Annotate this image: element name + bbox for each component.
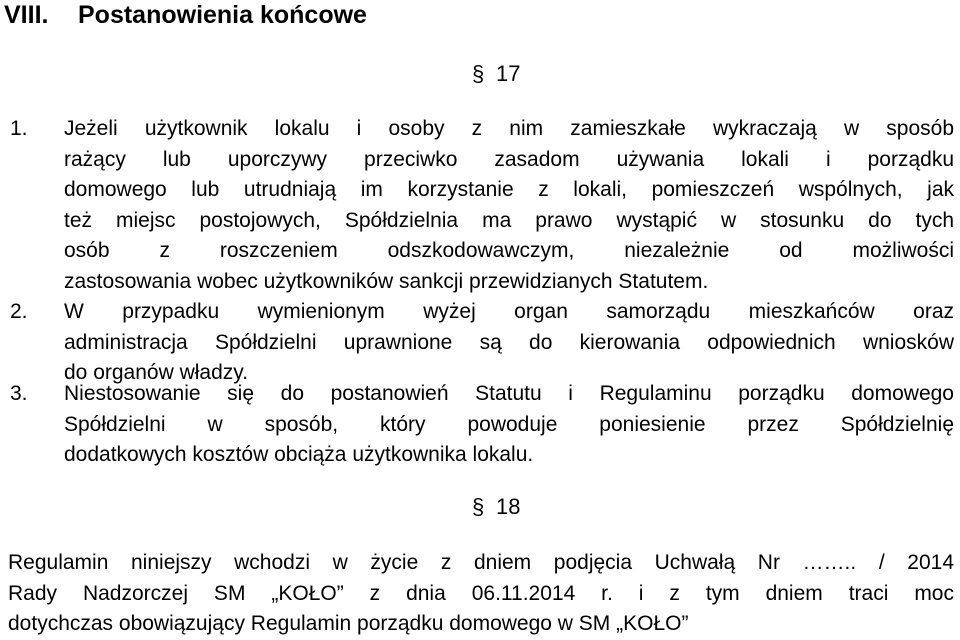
section-number: VIII. xyxy=(4,1,49,29)
text-line: do organów władzy. xyxy=(64,361,249,384)
text-line: osób z roszczeniem odszkodowawczym, niezależnie od możliwości xyxy=(64,239,954,262)
item-text xyxy=(64,297,954,389)
item-number: 3. xyxy=(10,382,28,405)
paragraph-symbol: § xyxy=(472,494,485,519)
text-line: Regulamin niniejszy wchodzi w życie z dniem podjęcia Uchwałą Nr …….. / 2014 xyxy=(8,551,954,574)
text-line: W przypadku wymienionym wyżej organ samorządu mieszkańców oraz xyxy=(64,300,954,323)
section-heading xyxy=(4,0,367,30)
item-text xyxy=(64,114,954,297)
text-line: Rady Nadzorczej SM „KOŁO” z dnia 06.11.2014 r. i z tym dniem traci moc xyxy=(8,581,954,605)
item-number: 2. xyxy=(10,300,28,323)
paragraph-18-text xyxy=(8,548,954,640)
text-line: Niestosowanie się do postanowień Statutu i Regulaminu porządku domowego xyxy=(64,382,954,405)
paragraph-17-mark xyxy=(472,60,520,88)
text-line: dotychczas obowiązujący Regulamin porządku domowego w SM „KOŁO” xyxy=(8,612,689,635)
text-line: dodatkowych kosztów obciąża użytkownika lokalu. xyxy=(64,443,534,466)
paragraph-17-item-2 xyxy=(10,297,954,389)
paragraph-18-mark xyxy=(472,493,520,521)
text-line: zastosowania wobec użytkowników sankcji przewidzianych Statutem. xyxy=(64,269,709,293)
item-text xyxy=(64,379,954,471)
paragraph-17-item-3 xyxy=(10,379,954,471)
text-line: domowego lub utrudniają im korzystanie z lokali, pomieszczeń wspólnych, jak xyxy=(64,178,954,201)
item-number: 1. xyxy=(10,117,28,140)
text-line: Spółdzielni w sposób, który powoduje poniesienie przez Spółdzielnię xyxy=(64,412,954,436)
paragraph-number: 17 xyxy=(496,61,521,86)
text-line: Jeżeli użytkownik lokalu i osoby z nim zamieszkałe wykraczają w sposób xyxy=(64,117,954,140)
text-line: też miejsc postojowych, Spółdzielnia ma prawo wystąpić w stosunku do tych xyxy=(64,208,954,232)
text-line: administracja Spółdzielni uprawnione są do kierowania odpowiednich wniosków xyxy=(64,330,954,354)
paragraph-17-item-1 xyxy=(10,114,954,297)
section-title: Postanowienia końcowe xyxy=(78,1,367,29)
text-line: rażący lub uporczywy przeciwko zasadom używania lokali i porządku xyxy=(64,147,954,171)
paragraph-number: 18 xyxy=(496,494,521,519)
paragraph-symbol: § xyxy=(472,61,485,86)
